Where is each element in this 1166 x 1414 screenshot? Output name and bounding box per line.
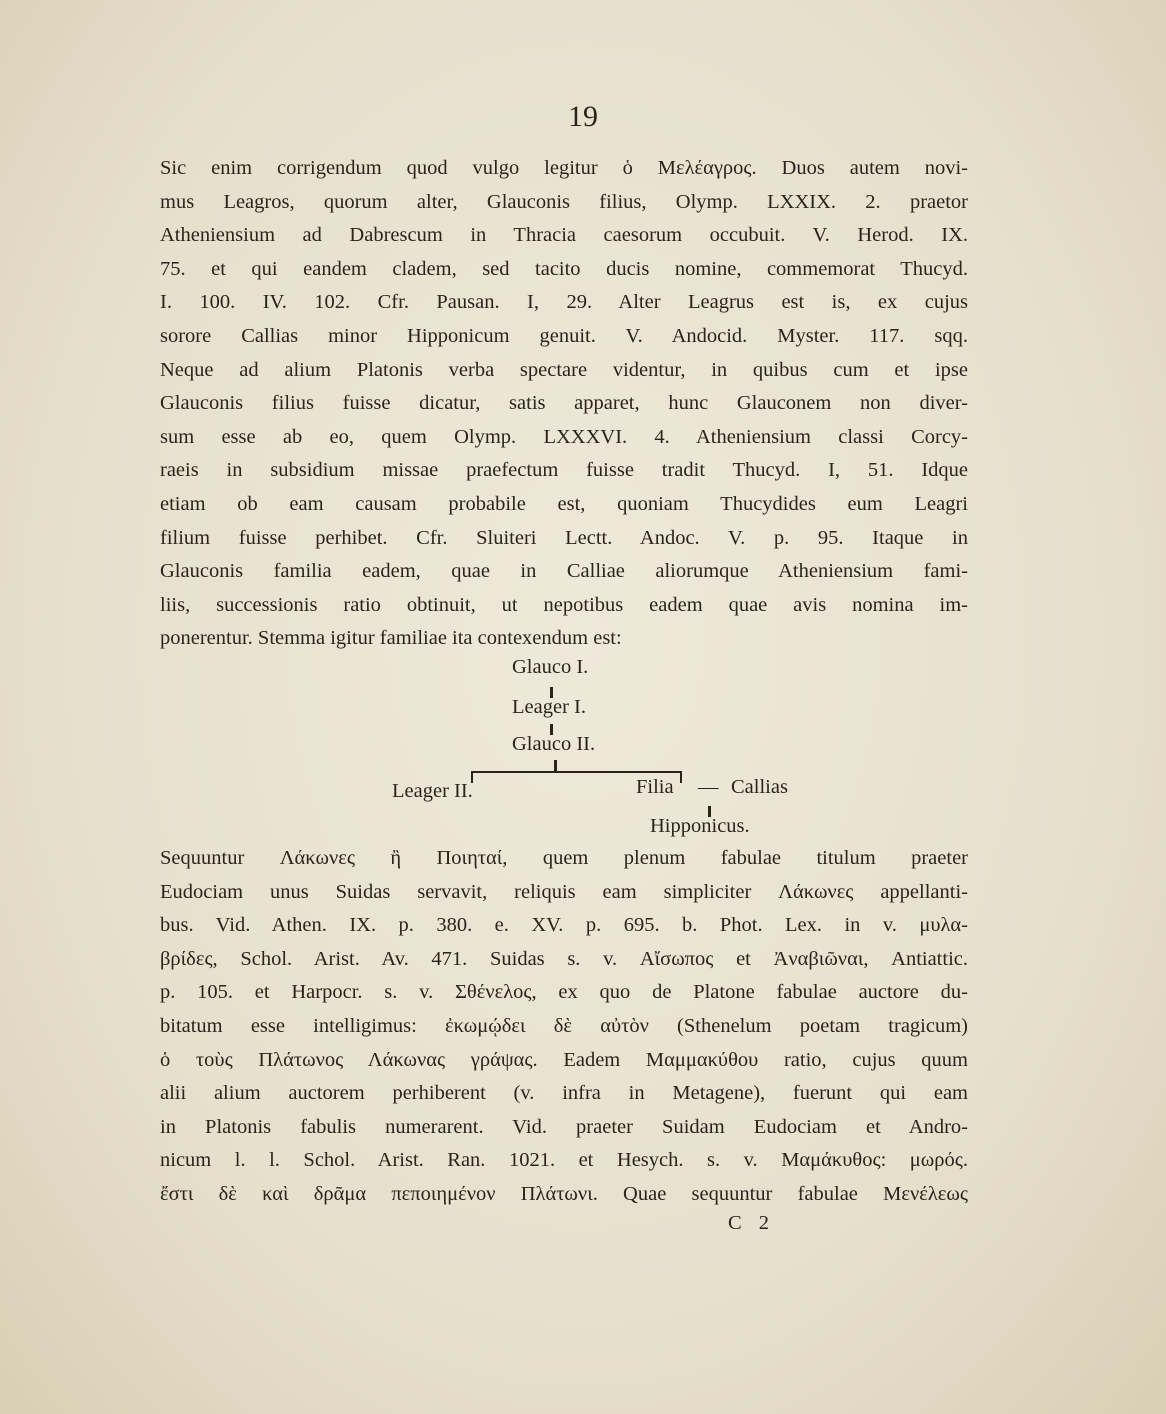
text-line: sorore Callias minor Hipponicum genuit. V. Andocid. Myster. 117. sqq. (160, 324, 968, 347)
text-line: raeis in subsidium missae praefectum fuisse tradit Thucyd. I, 51. Idque (160, 459, 968, 482)
stemma-filia: Filia (636, 776, 674, 798)
text-line: 75. et qui eandem cladem, sed tacito ducis nomine, commemorat Thucyd. (160, 257, 968, 280)
text-line: ὁ τοὺς Πλάτωνος Λάκωνας γράψας. Eadem Μαμμακύθου ratio, cujus quum (160, 1048, 968, 1071)
page-number: 19 (568, 100, 598, 133)
text-line: Glauconis familia eadem, quae in Calliae aliorumque Atheniensium fami- (160, 560, 968, 583)
text-line: nicum l. l. Schol. Arist. Ran. 1021. et Hesych. s. v. Μαμάκυθος: μωρός. (160, 1149, 968, 1172)
text-line: mus Leagros, quorum alter, Glauconis filius, Olymp. LXXIX. 2. praetor (160, 190, 968, 213)
text-line: Sic enim corrigendum quod vulgo legitur ὁ Μελέαγρος. Duos autem novi- (160, 157, 968, 179)
stemma-glauco-2: Glauco II. (512, 733, 596, 755)
text-line: Glauconis filius fuisse dicatur, satis apparet, hunc Glauconem non diver- (160, 392, 968, 415)
text-line: Sequuntur Λάκωνες ἢ Ποιηταί, quem plenum fabulae titulum praeter (160, 847, 968, 869)
text-line: Neque ad alium Platonis verba spectare videntur, in quibus cum et ipse (160, 358, 968, 381)
stemma-glauco-1: Glauco I. (512, 656, 589, 678)
stemma-marriage-dash: — (698, 776, 719, 798)
stemma-callias: Callias (731, 776, 788, 798)
text-line: ἔστι δὲ καὶ δρᾶμα πεποιημένον Πλάτωνι. Quae sequuntur fabulae Μενέλεως (160, 1182, 968, 1205)
stemma-leager-2: Leager II. (392, 780, 473, 802)
text-line: bitatum esse intelligimus: ἐκωμῴδει δὲ αὐτὸν (Sthenelum poetam tragicum) (160, 1014, 968, 1037)
stemma-hipponicus: Hipponicus. (650, 815, 750, 837)
text-line: bus. Vid. Athen. IX. p. 380. e. XV. p. 695. b. Phot. Lex. in v. μυλα- (160, 914, 968, 937)
stemma-leager-1: Leager I. (512, 696, 586, 718)
stemma-connector (554, 760, 557, 771)
stemma-brace (472, 771, 682, 773)
text-line: etiam ob eam causam probabile est, quoniam Thucydides eum Leagri (160, 492, 968, 515)
text-line: ponerentur. Stemma igitur familiae ita contexendum est: (160, 627, 622, 650)
text-line: in Platonis fabulis numerarent. Vid. praeter Suidam Eudociam et Andro- (160, 1115, 968, 1138)
text-line: alii alium auctorem perhiberent (v. infra in Metagene), fuerunt qui eam (160, 1082, 968, 1105)
text-line: βρίδες, Schol. Arist. Av. 471. Suidas s. v. Αἴσωπος et Ἀναβιῶναι, Antiattic. (160, 947, 968, 970)
text-line: sum esse ab eo, quem Olymp. LXXXVI. 4. Atheniensium classi Corcy- (160, 425, 968, 448)
text-line: I. 100. IV. 102. Cfr. Pausan. I, 29. Alter Leagrus est is, ex cujus (160, 291, 968, 314)
paragraph-2 (160, 842, 968, 1212)
paragraph-1 (160, 152, 968, 656)
text-line: Eudociam unus Suidas servavit, reliquis eam simpliciter Λάκωνες appellanti- (160, 880, 968, 903)
text-line: filium fuisse perhibet. Cfr. Sluiteri Lectt. Andoc. V. p. 95. Itaque in (160, 526, 968, 549)
text-line: p. 105. et Harpocr. s. v. Σθένελος, ex quo de Platone fabulae auctore du- (160, 981, 968, 1004)
signature-mark: C 2 (728, 1212, 776, 1234)
text-line: Atheniensium ad Dabrescum in Thracia caesorum occubuit. V. Herod. IX. (160, 224, 968, 247)
stemma-brace-end (680, 771, 682, 783)
text-line: liis, successionis ratio obtinuit, ut nepotibus eadem quae avis nomina im- (160, 593, 968, 616)
